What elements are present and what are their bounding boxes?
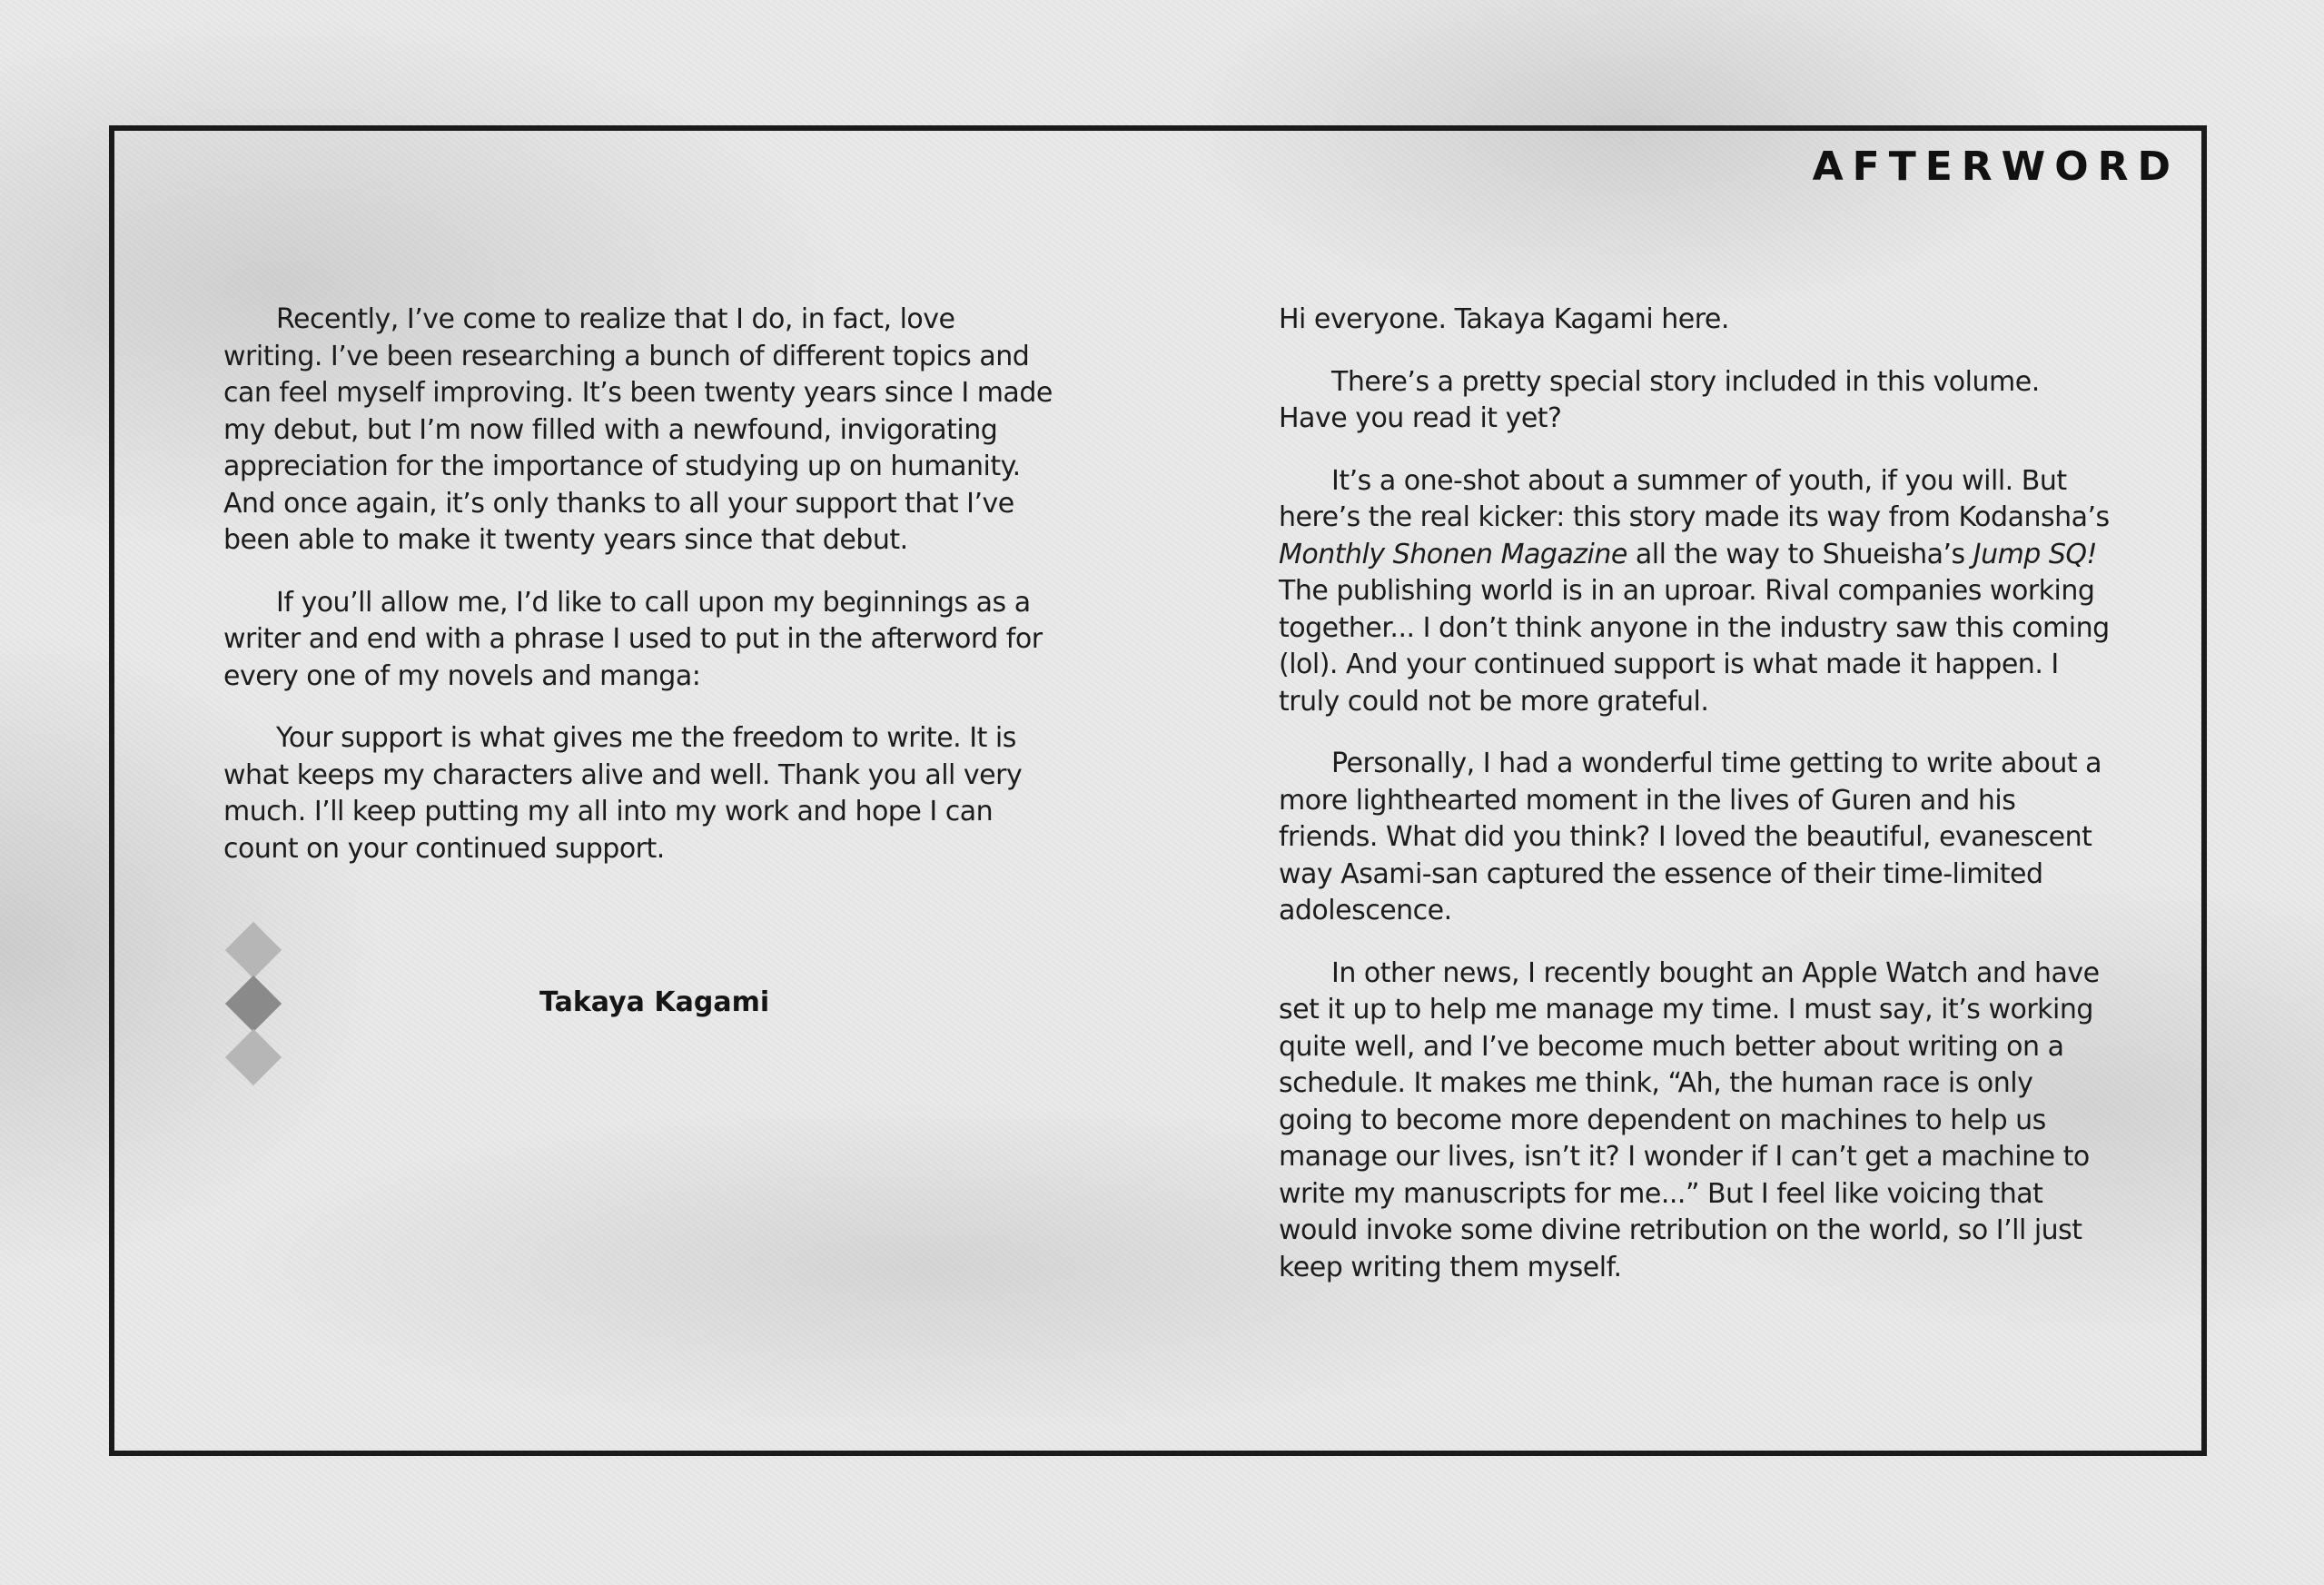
right-paragraph-1: Hi everyone. Takaya Kagami here. xyxy=(1279,303,1729,335)
author-signature: Takaya Kagami xyxy=(539,986,770,1018)
left-column xyxy=(223,302,1059,893)
diamond-ornament xyxy=(225,923,282,1086)
left-paragraph-3: Your support is what gives me the freedom to write. It is what keeps my characters alive and well. Thank you all very much. I’ll keep putting my all into my work and hope I can count on your continued support. xyxy=(223,722,1023,865)
right-paragraph-3 xyxy=(1279,463,2114,721)
left-paragraph-1: Recently, I’ve come to realize that I do, in fact, love writing. I’ve been researching a bunch of different topics and can feel myself improving. It’s been twenty years since I made my debut, but I’m now filled with a newfound, invigorating appreciation for the importance of studying up on humanity. And once again, it’s only thanks to all your support that I’ve been able to make it twenty years since that debut. xyxy=(223,303,1053,556)
diamond-icon xyxy=(225,976,282,1032)
right-paragraph-2: There’s a pretty special story included in this volume. Have you read it yet? xyxy=(1279,365,2040,434)
right-column xyxy=(1279,302,2114,1312)
right-paragraph-3-c: The publishing world is in an uproar. Rival companies working together... I don’t think anyone in the industry saw this coming (lol). And your continued support is what made it happen. I truly could not be more grateful. xyxy=(1279,575,2110,718)
magazine-title: Monthly Shonen Magazine xyxy=(1279,538,1627,570)
right-paragraph-3-a: It’s a one-shot about a summer of youth, if you will. But here’s the real kicker: this story made its way from Kodansha’s xyxy=(1279,464,2110,533)
diamond-icon xyxy=(225,922,282,978)
left-paragraph-2: If you’ll allow me, I’d like to call upon my beginnings as a writer and end with a phrase I used to put in the afterword for every one of my novels and manga: xyxy=(223,586,1043,692)
page-title: AFTERWORD xyxy=(1812,144,2180,190)
right-paragraph-3-b: all the way to Shueisha’s xyxy=(1635,538,1965,570)
right-paragraph-4: Personally, I had a wonderful time getting to write about a more lighthearted moment in the lives of Guren and his friends. What did you think? I loved the beautiful, evanescent way Asami-san captured the essence of their time-limited adolescence. xyxy=(1279,748,2102,926)
diamond-icon xyxy=(225,1029,282,1085)
jump-sq-title: Jump SQ! xyxy=(1973,538,2098,570)
right-paragraph-5: In other news, I recently bought an Apple Watch and have set it up to help me manage my time. I must say, it’s working quite well, and I’ve become much better about writing on a schedule. It makes me think, “Ah, the human race is only going to become more dependent on machines to help us manage our lives, isn’t it? I wonder if I can’t get a machine to write my manuscripts for me...” But I feel like voicing that would invoke some divine retribution on the world, so I’ll just keep writing them myself. xyxy=(1279,956,2100,1283)
